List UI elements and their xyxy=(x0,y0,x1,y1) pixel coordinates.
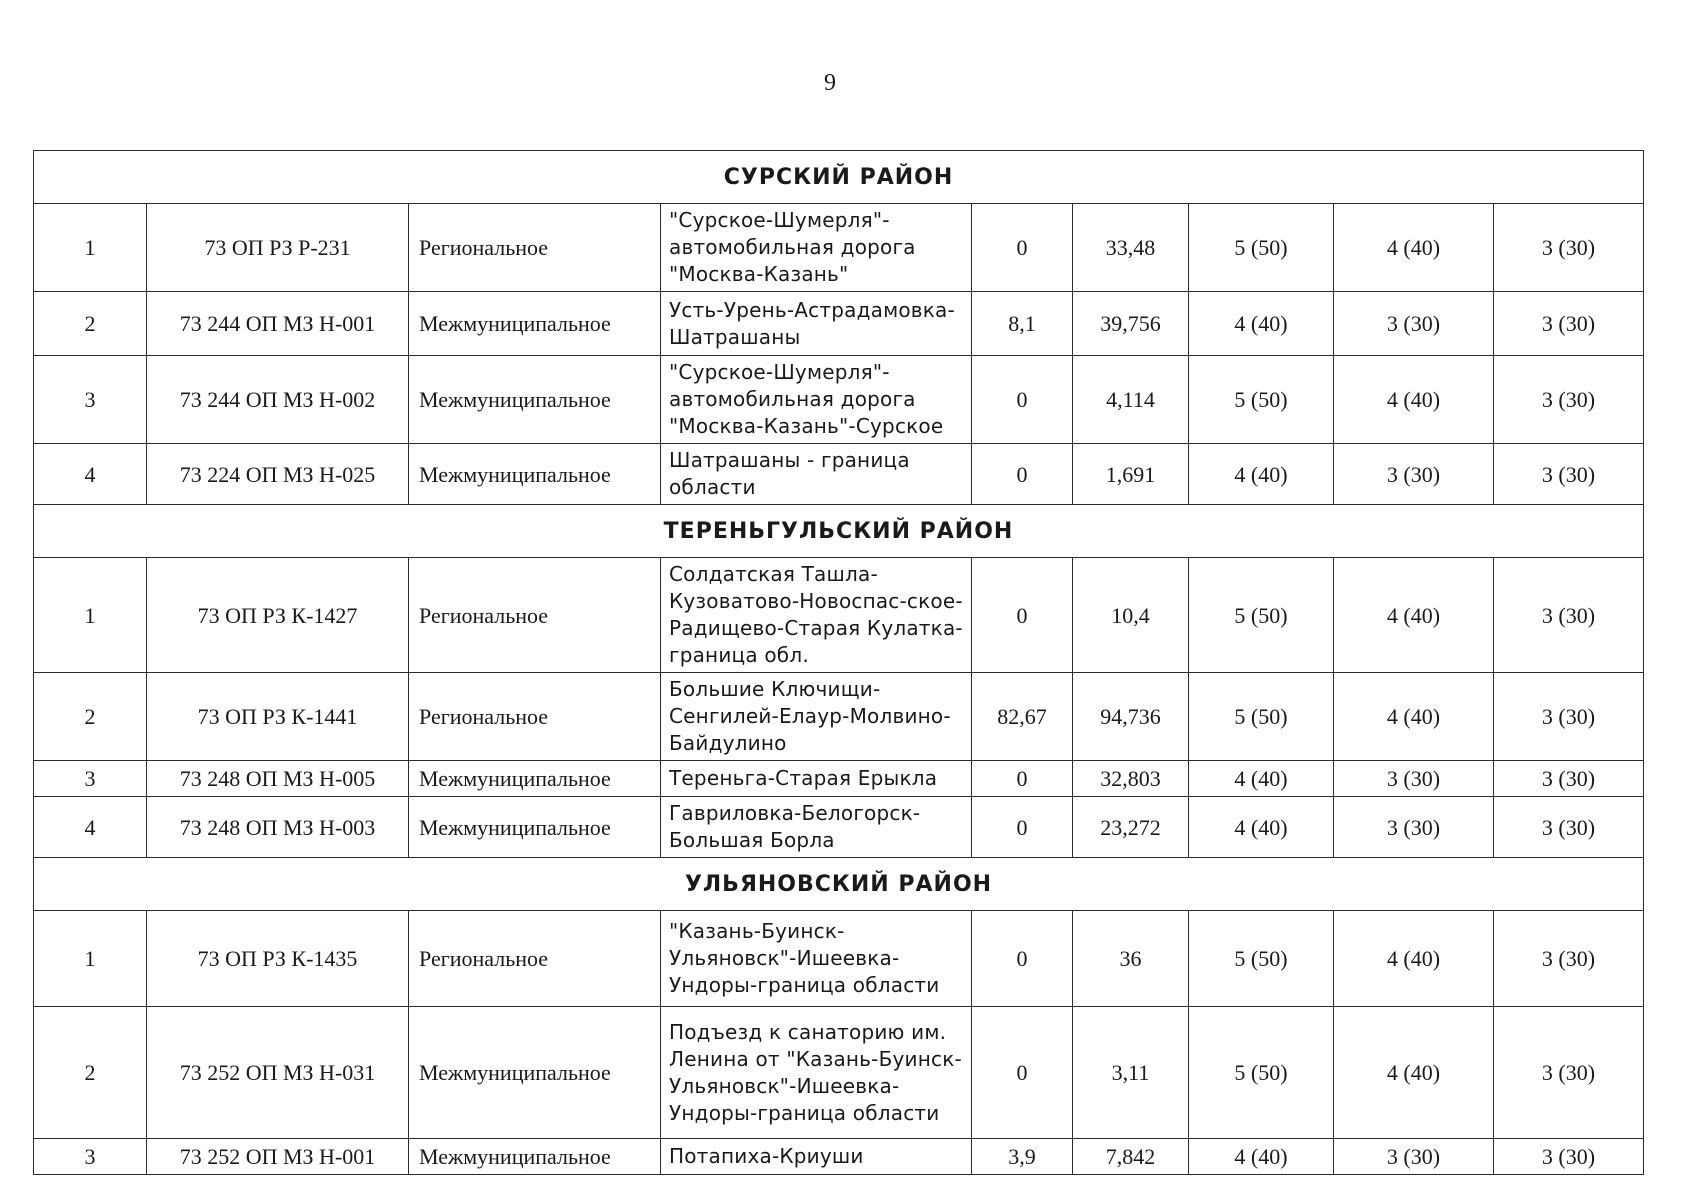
value-col-2: 4 (40) xyxy=(1334,911,1494,1007)
km-end: 32,803 xyxy=(1073,761,1189,797)
section-header xyxy=(34,151,1644,204)
row-number: 2 xyxy=(34,673,147,761)
row-number: 2 xyxy=(34,292,147,356)
value-col-2: 4 (40) xyxy=(1334,356,1494,444)
value-col-2: 4 (40) xyxy=(1334,204,1494,292)
value-col-1: 5 (50) xyxy=(1189,204,1334,292)
section-title: ТЕРЕНЬГУЛЬСКИЙ РАЙОН xyxy=(34,505,1644,558)
row-number: 1 xyxy=(34,558,147,673)
road-name: Тереньга-Старая Ерыкла xyxy=(661,761,972,797)
value-col-1: 4 (40) xyxy=(1189,761,1334,797)
value-col-1: 4 (40) xyxy=(1189,292,1334,356)
km-end: 33,48 xyxy=(1073,204,1189,292)
value-col-3: 3 (30) xyxy=(1494,673,1644,761)
value-col-1: 5 (50) xyxy=(1189,673,1334,761)
road-significance: Межмуниципальное xyxy=(409,797,661,858)
road-code: 73 ОП РЗ К-1441 xyxy=(147,673,409,761)
table-row xyxy=(34,673,1644,761)
road-significance: Межмуниципальное xyxy=(409,444,661,505)
value-col-2: 3 (30) xyxy=(1334,797,1494,858)
value-col-3: 3 (30) xyxy=(1494,444,1644,505)
table-row xyxy=(34,444,1644,505)
roads-table xyxy=(33,150,1644,1175)
table-row xyxy=(34,797,1644,858)
row-number: 1 xyxy=(34,911,147,1007)
road-code: 73 244 ОП МЗ Н-002 xyxy=(147,356,409,444)
value-col-2: 3 (30) xyxy=(1334,292,1494,356)
road-code: 73 244 ОП МЗ Н-001 xyxy=(147,292,409,356)
value-col-3: 3 (30) xyxy=(1494,1139,1644,1175)
value-col-1: 5 (50) xyxy=(1189,911,1334,1007)
km-start: 0 xyxy=(972,204,1073,292)
value-col-1: 4 (40) xyxy=(1189,797,1334,858)
km-end: 7,842 xyxy=(1073,1139,1189,1175)
road-significance: Межмуниципальное xyxy=(409,1139,661,1175)
km-start: 82,67 xyxy=(972,673,1073,761)
value-col-1: 4 (40) xyxy=(1189,444,1334,505)
road-code: 73 ОП РЗ К-1427 xyxy=(147,558,409,673)
value-col-3: 3 (30) xyxy=(1494,204,1644,292)
table-body xyxy=(34,151,1644,1175)
value-col-3: 3 (30) xyxy=(1494,558,1644,673)
value-col-2: 4 (40) xyxy=(1334,1007,1494,1139)
km-end: 23,272 xyxy=(1073,797,1189,858)
value-col-3: 3 (30) xyxy=(1494,356,1644,444)
value-col-3: 3 (30) xyxy=(1494,1007,1644,1139)
table-row xyxy=(34,558,1644,673)
road-name: Подъезд к санаторию им. Ленина от "Казань-Буинск-Ульяновск"-Ишеевка-Ундоры-граница области xyxy=(661,1007,972,1139)
road-significance: Межмуниципальное xyxy=(409,1007,661,1139)
value-col-2: 4 (40) xyxy=(1334,673,1494,761)
km-end: 94,736 xyxy=(1073,673,1189,761)
value-col-3: 3 (30) xyxy=(1494,911,1644,1007)
road-name: Солдатская Ташла-Кузоватово-Новоспас-ское-Радищево-Старая Кулатка-граница обл. xyxy=(661,558,972,673)
km-start: 0 xyxy=(972,444,1073,505)
row-number: 4 xyxy=(34,797,147,858)
road-significance: Региональное xyxy=(409,558,661,673)
roads-table-container xyxy=(33,150,1643,1175)
section-header xyxy=(34,505,1644,558)
row-number: 1 xyxy=(34,204,147,292)
road-code: 73 252 ОП МЗ Н-031 xyxy=(147,1007,409,1139)
km-start: 0 xyxy=(972,356,1073,444)
section-title: СУРСКИЙ РАЙОН xyxy=(34,151,1644,204)
section-title: УЛЬЯНОВСКИЙ РАЙОН xyxy=(34,858,1644,911)
row-number: 3 xyxy=(34,761,147,797)
road-name: Гавриловка-Белогорск-Большая Борла xyxy=(661,797,972,858)
road-significance: Межмуниципальное xyxy=(409,356,661,444)
km-end: 4,114 xyxy=(1073,356,1189,444)
value-col-1: 4 (40) xyxy=(1189,1139,1334,1175)
value-col-2: 4 (40) xyxy=(1334,558,1494,673)
row-number: 2 xyxy=(34,1007,147,1139)
row-number: 3 xyxy=(34,356,147,444)
value-col-2: 3 (30) xyxy=(1334,444,1494,505)
road-code: 73 ОП РЗ Р-231 xyxy=(147,204,409,292)
road-name: Шатрашаны - граница области xyxy=(661,444,972,505)
km-start: 0 xyxy=(972,797,1073,858)
km-start: 0 xyxy=(972,1007,1073,1139)
km-end: 1,691 xyxy=(1073,444,1189,505)
road-name: Усть-Урень-Астрадамовка-Шатрашаны xyxy=(661,292,972,356)
road-code: 73 248 ОП МЗ Н-003 xyxy=(147,797,409,858)
value-col-2: 3 (30) xyxy=(1334,761,1494,797)
table-row xyxy=(34,292,1644,356)
km-start: 0 xyxy=(972,761,1073,797)
km-end: 3,11 xyxy=(1073,1007,1189,1139)
table-row xyxy=(34,761,1644,797)
km-end: 36 xyxy=(1073,911,1189,1007)
road-name: "Казань-Буинск-Ульяновск"-Ишеевка-Ундоры-граница области xyxy=(661,911,972,1007)
table-row xyxy=(34,911,1644,1007)
value-col-3: 3 (30) xyxy=(1494,797,1644,858)
row-number: 3 xyxy=(34,1139,147,1175)
table-row xyxy=(34,1139,1644,1175)
road-code: 73 ОП РЗ К-1435 xyxy=(147,911,409,1007)
value-col-3: 3 (30) xyxy=(1494,761,1644,797)
table-row xyxy=(34,204,1644,292)
road-name: Большие Ключищи-Сенгилей-Елаур-Молвино-Байдулино xyxy=(661,673,972,761)
value-col-1: 5 (50) xyxy=(1189,356,1334,444)
road-significance: Региональное xyxy=(409,204,661,292)
road-name: "Сурское-Шумерля"-автомобильная дорога "Москва-Казань"-Сурское xyxy=(661,356,972,444)
km-start: 0 xyxy=(972,911,1073,1007)
value-col-1: 5 (50) xyxy=(1189,1007,1334,1139)
km-end: 39,756 xyxy=(1073,292,1189,356)
road-significance: Межмуниципальное xyxy=(409,292,661,356)
road-code: 73 224 ОП МЗ Н-025 xyxy=(147,444,409,505)
road-code: 73 252 ОП МЗ Н-001 xyxy=(147,1139,409,1175)
km-start: 8,1 xyxy=(972,292,1073,356)
road-name: "Сурское-Шумерля"-автомобильная дорога "Москва-Казань" xyxy=(661,204,972,292)
road-significance: Региональное xyxy=(409,673,661,761)
road-name: Потапиха-Криуши xyxy=(661,1139,972,1175)
road-significance: Региональное xyxy=(409,911,661,1007)
row-number: 4 xyxy=(34,444,147,505)
table-row xyxy=(34,356,1644,444)
road-code: 73 248 ОП МЗ Н-005 xyxy=(147,761,409,797)
table-row xyxy=(34,1007,1644,1139)
road-significance: Межмуниципальное xyxy=(409,761,661,797)
km-start: 3,9 xyxy=(972,1139,1073,1175)
km-end: 10,4 xyxy=(1073,558,1189,673)
section-header xyxy=(34,858,1644,911)
value-col-3: 3 (30) xyxy=(1494,292,1644,356)
value-col-2: 3 (30) xyxy=(1334,1139,1494,1175)
km-start: 0 xyxy=(972,558,1073,673)
value-col-1: 5 (50) xyxy=(1189,558,1334,673)
page-number: 9 xyxy=(824,70,836,96)
